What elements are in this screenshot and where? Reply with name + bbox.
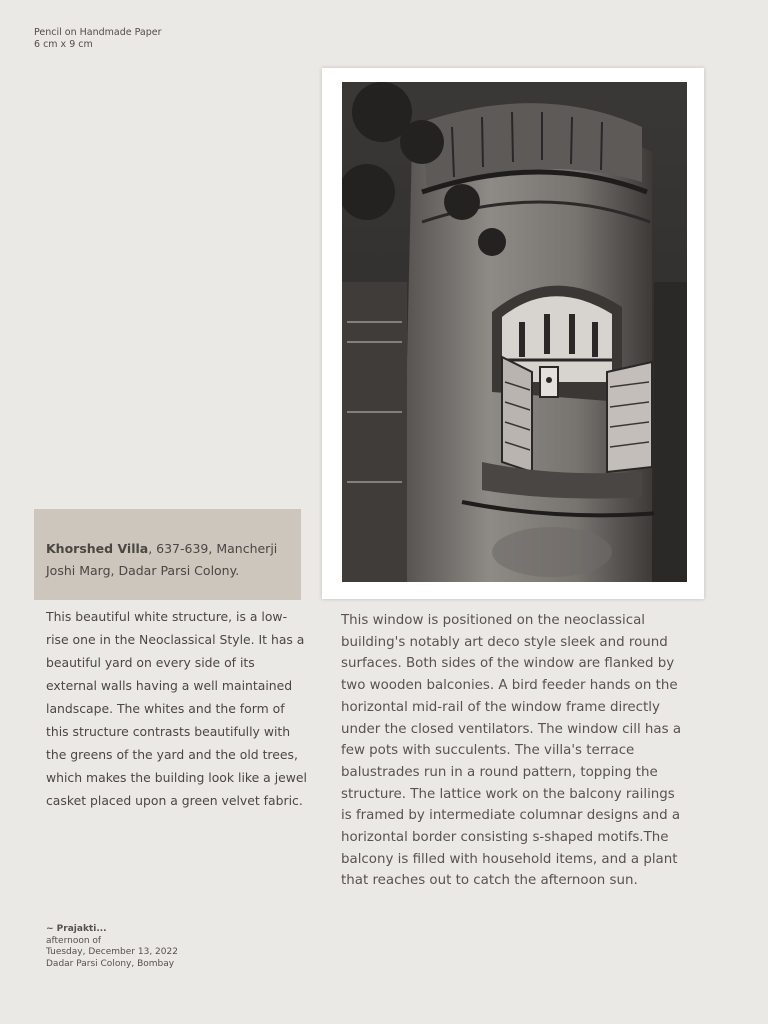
time-of-day: afternoon of — [46, 935, 102, 946]
artwork-frame — [322, 68, 704, 599]
building-description: This beautiful white structure, is a low-rise one in the Neoclassical Style. It has a beautiful yard on every side of its external walls having a well maintained landscape. The whites and the form of this structure contrasts beautifully with the greens of the yard and the old trees, which makes the building look like a jewel casket placed upon a green velvet fabric. — [46, 609, 307, 808]
author-name: ~ Prajakti... — [46, 924, 107, 934]
sketch-place: Dadar Parsi Colony, Bombay — [46, 958, 175, 969]
medium-caption — [34, 27, 162, 51]
title-box — [34, 509, 301, 600]
building-name: Khorshed Villa — [46, 541, 149, 556]
dimensions-text: 6 cm x 9 cm — [34, 39, 93, 50]
signature-block — [46, 924, 178, 970]
sketch-date: Tuesday, December 13, 2022 — [46, 947, 178, 957]
window-description: This window is positioned on the neoclassical building's notably art deco style sleek and round surfaces. Both sides of the window are flanked by two wooden balconies. A bird feeder hands on the horizontal mid-rail of the window frame directly under the closed ventilators. The window cill has a few pots with succulents. The villa's terrace balustrades run in a round pattern, topping the structure. The lattice work on the balcony railings is framed by intermediate columnar designs and a horizontal border consisting s-shaped motifs.The balcony is filled with household items, and a plant that reaches out to catch the afternoon sun. — [341, 613, 682, 889]
medium-text: Pencil on Handmade Paper — [34, 27, 162, 38]
title-text — [46, 538, 291, 582]
pencil-sketch-artwork — [342, 82, 687, 582]
building-address: , 637-639, Mancherji Joshi Marg, Dadar Parsi Colony. — [46, 541, 278, 578]
